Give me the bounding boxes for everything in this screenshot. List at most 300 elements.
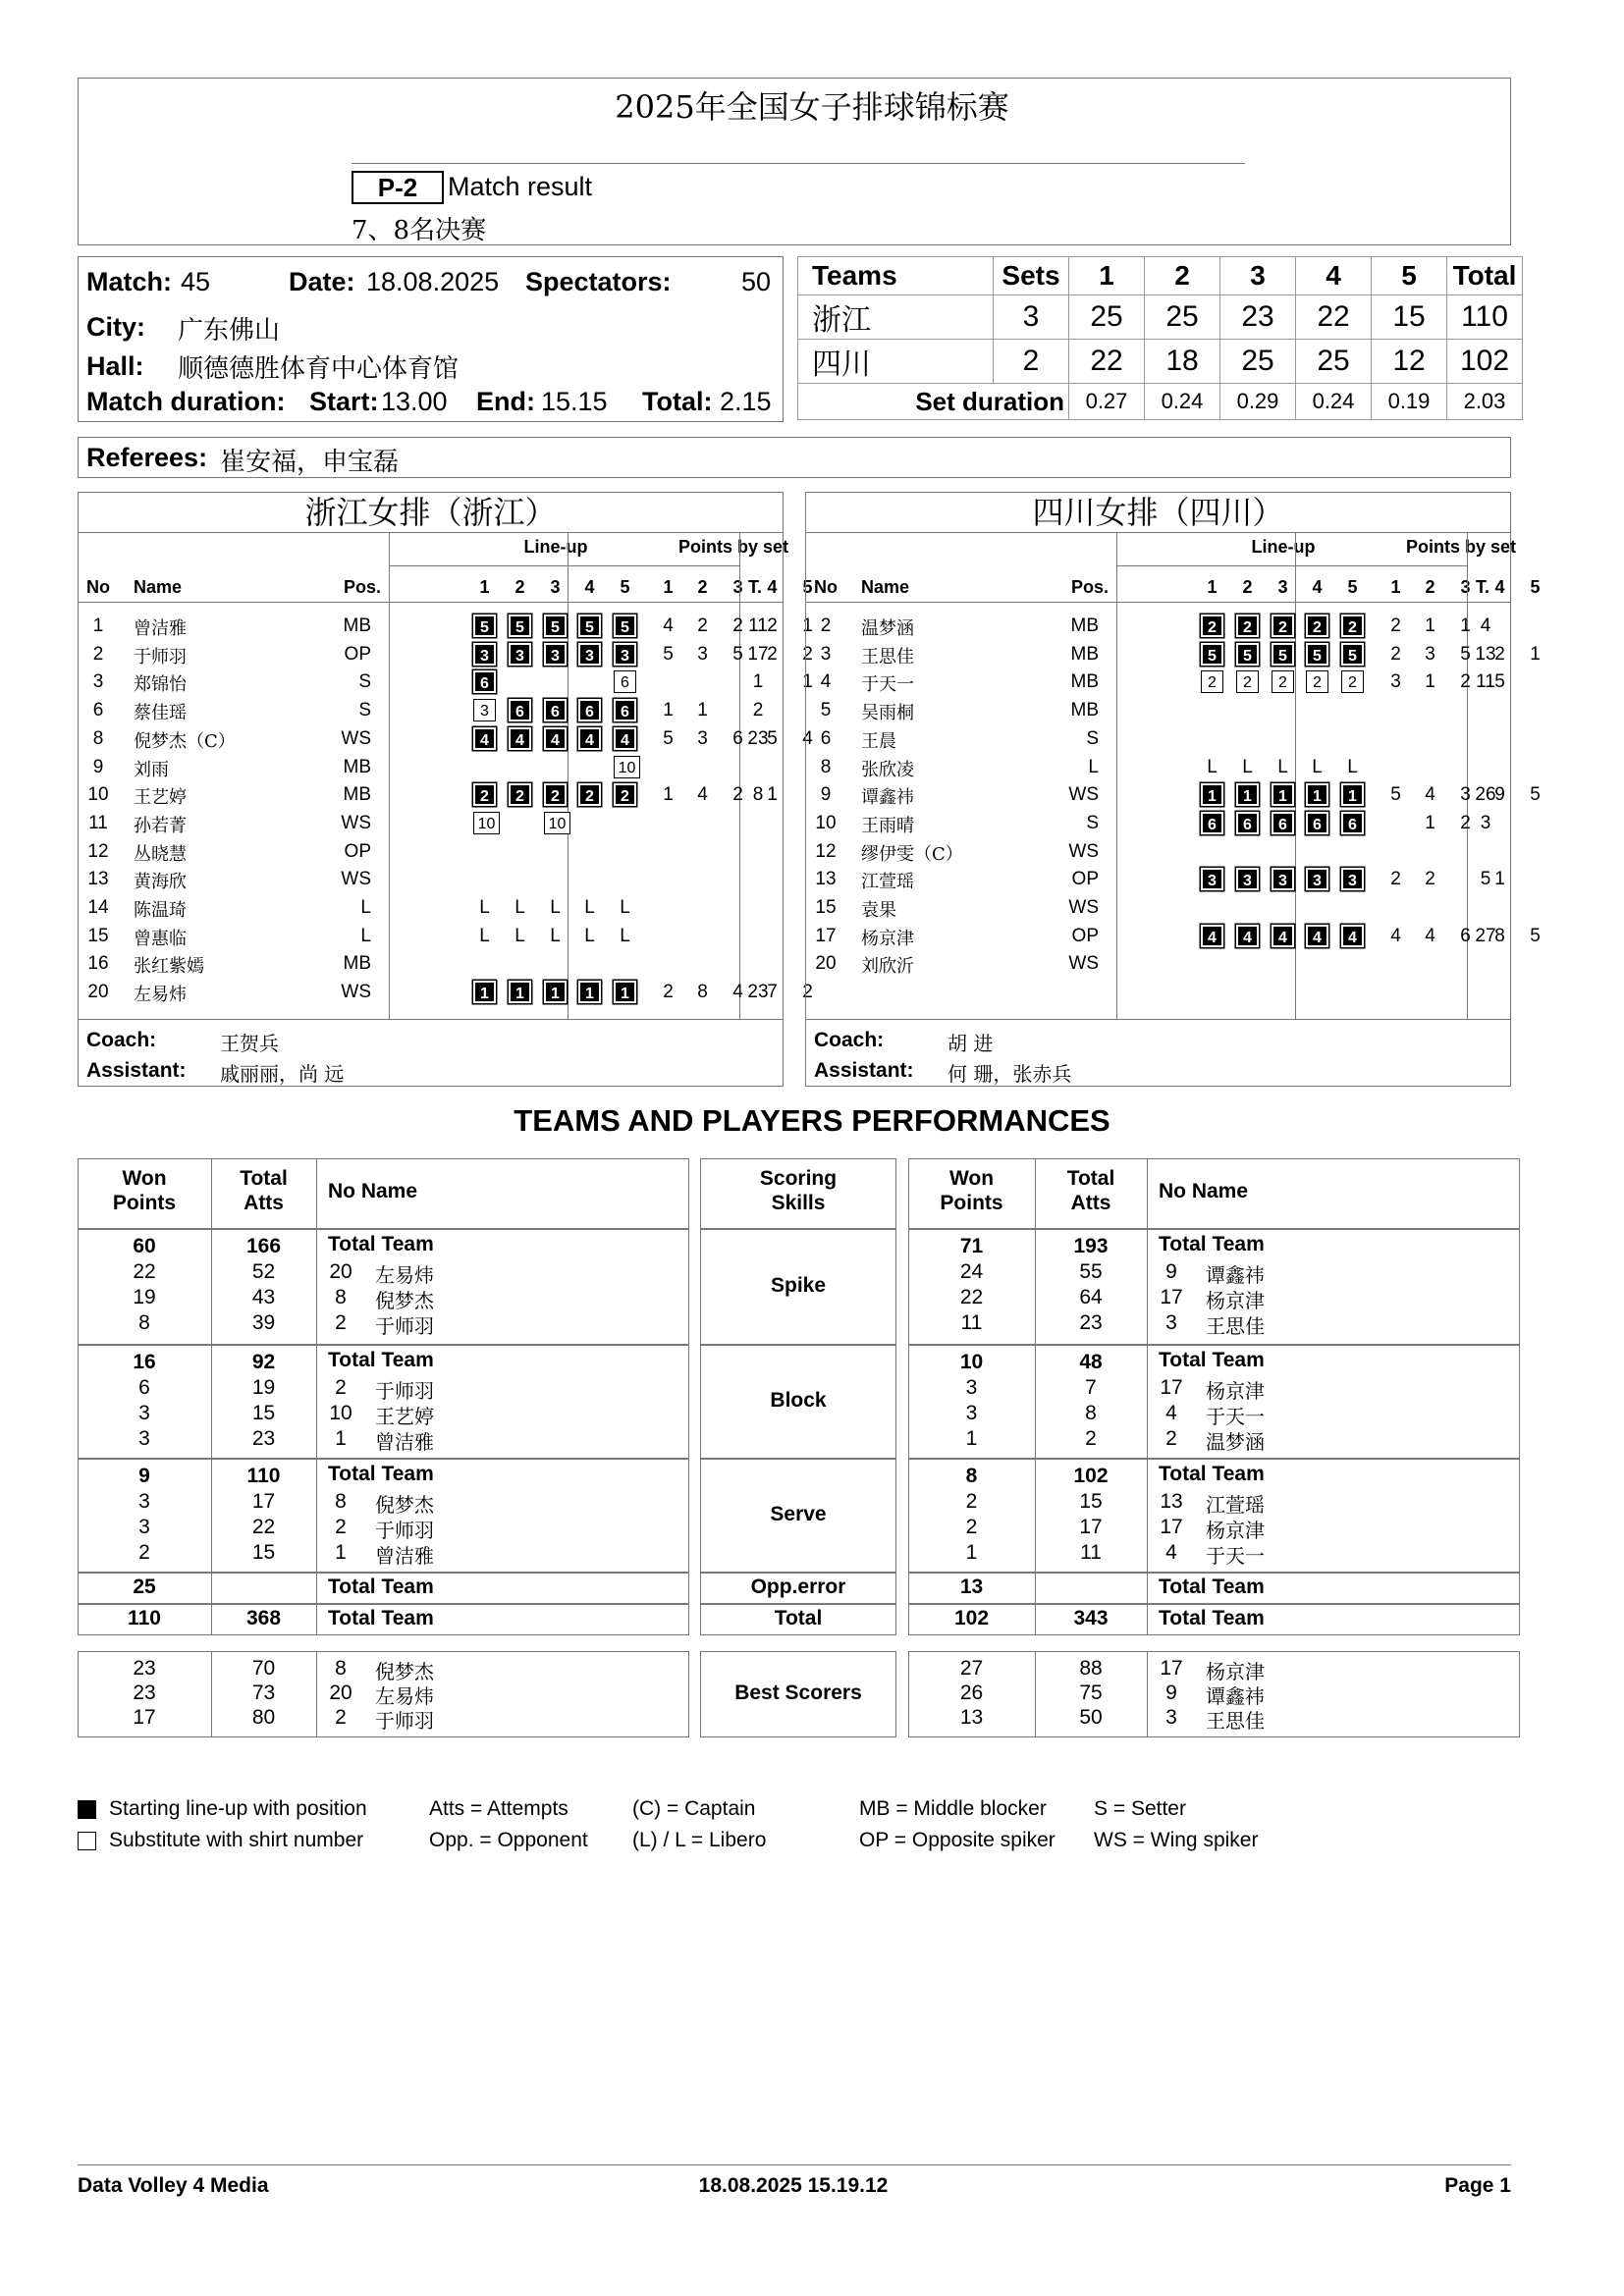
set-points: 2	[663, 982, 674, 1003]
date-label: Date:	[289, 267, 355, 296]
set-points: 2	[1390, 869, 1401, 890]
libero-mark: L	[1312, 756, 1323, 777]
coach-label: Coach:	[814, 1029, 885, 1051]
column-divider	[1147, 1345, 1148, 1459]
player-total-atts: 2	[1085, 1427, 1097, 1450]
player-number: 20	[87, 982, 109, 1003]
player-total-points: 23	[747, 727, 769, 749]
set-duration: 0.24	[1296, 384, 1372, 420]
team-name: 四川女排（四川）	[806, 493, 1510, 533]
starting-position-box: 4	[1236, 925, 1259, 947]
player-position: WS	[341, 869, 371, 890]
set-points: 8	[1494, 925, 1505, 946]
player-won-points: 2	[965, 1490, 978, 1513]
starting-position-box: 2	[1341, 614, 1364, 637]
player-number: 17	[1160, 1376, 1183, 1399]
opp-error-won-points: 13	[959, 1575, 984, 1598]
team-won-points: 16	[133, 1351, 156, 1373]
player-number: 13	[1160, 1490, 1183, 1513]
total-label: Total:	[642, 387, 713, 416]
player-position: MB	[343, 615, 371, 636]
set-points: 1	[1425, 615, 1435, 636]
player-number: 8	[335, 1490, 347, 1513]
set-points: 5	[1390, 784, 1401, 806]
lineup-set-header: 1	[479, 577, 490, 597]
player-position: WS	[1068, 897, 1099, 918]
player-name: 丛晓慧	[134, 843, 187, 865]
score-team-name: 四川	[798, 340, 994, 384]
set-points: 5	[1530, 925, 1541, 946]
match-date: 18.08.2025	[366, 267, 500, 296]
player-name: 曾惠临	[134, 928, 187, 949]
player-total-points: 26	[1475, 784, 1496, 806]
score-sets-won: 3	[994, 295, 1069, 340]
player-name: 王思佳	[1206, 1314, 1265, 1338]
points-set-header: 1	[1390, 577, 1401, 597]
player-number: 15	[87, 925, 109, 946]
set-points: 1	[1425, 812, 1435, 833]
score-total: 110	[1447, 295, 1523, 340]
score-col-set2: 2	[1145, 257, 1220, 295]
player-number: 6	[820, 727, 832, 749]
libero-mark: L	[1277, 756, 1288, 777]
player-name: 吴雨桐	[861, 703, 914, 724]
set-points: 9	[1494, 784, 1505, 806]
starting-position-box: 1	[1272, 783, 1294, 806]
player-won-points: 3	[138, 1490, 150, 1513]
spectators-count: 50	[741, 267, 772, 296]
score-set: 22	[1296, 295, 1372, 340]
points-set-header: 2	[1425, 577, 1435, 597]
match-label: Match:	[86, 267, 172, 296]
set-points: 1	[663, 784, 674, 806]
player-total-atts: 15	[251, 1402, 276, 1424]
referees-label: Referees:	[86, 443, 208, 472]
player-name: 江萱瑶	[861, 872, 914, 893]
player-name: 蔡佳瑶	[134, 703, 187, 724]
starting-position-box: 3	[544, 643, 567, 666]
starting-position-box: 6	[509, 699, 531, 721]
player-total-atts: 23	[1079, 1311, 1103, 1334]
team-total-label: Total Team	[328, 1349, 434, 1371]
total-label: Total	[774, 1607, 823, 1629]
starting-position-box: 6	[1236, 812, 1259, 834]
name-header: Name	[861, 577, 910, 597]
libero-mark: L	[1207, 756, 1218, 777]
player-number: 3	[820, 643, 832, 665]
set-points: 6	[732, 727, 743, 749]
starting-position-box: 6	[614, 699, 636, 721]
player-name: 黄海欣	[134, 872, 187, 893]
player-position: MB	[1070, 671, 1099, 693]
team-total-label: Total Team	[328, 1233, 434, 1255]
score-set: 25	[1069, 295, 1145, 340]
starting-position-box: 5	[1236, 643, 1259, 666]
best-scorer-atts: 75	[1079, 1682, 1103, 1704]
starting-position-box: 1	[578, 981, 601, 1003]
player-number: 8	[820, 756, 832, 777]
column-divider	[316, 1573, 317, 1604]
substitute-box: 2	[1306, 670, 1328, 693]
substitute-box: 2	[1341, 670, 1364, 693]
player-won-points: 3	[138, 1402, 150, 1424]
set-points: 1	[1530, 643, 1541, 665]
coach-name: 胡 进	[947, 1032, 994, 1055]
lineup-set-header: 5	[620, 577, 630, 597]
set-duration: 0.19	[1372, 384, 1447, 420]
substitute-swatch	[78, 1832, 96, 1850]
player-name: 张欣凌	[861, 759, 914, 780]
starting-position-box: 5	[1341, 643, 1364, 666]
score-set: 18	[1145, 340, 1220, 384]
set-points: 1	[697, 700, 708, 721]
legend-ws: WS = Wing spiker	[1094, 1829, 1259, 1851]
lineup-set-header: 5	[1347, 577, 1358, 597]
score-team-name: 浙江	[798, 295, 994, 340]
score-col-set5: 5	[1372, 257, 1447, 295]
player-position: WS	[341, 727, 371, 749]
player-number: 9	[820, 784, 832, 806]
starting-position-box: 3	[1201, 868, 1223, 890]
player-name: 郑锦怡	[134, 674, 187, 696]
team-roster-home	[78, 492, 813, 1087]
libero-mark: L	[584, 897, 595, 918]
player-total-atts: 8	[1085, 1402, 1097, 1424]
starting-position-box: 3	[1236, 868, 1259, 890]
player-position: OP	[344, 840, 371, 862]
starting-position-box: 2	[473, 783, 496, 806]
player-won-points: 22	[133, 1260, 156, 1283]
player-number: 6	[92, 700, 104, 721]
document-type: Match result	[448, 172, 593, 201]
player-won-points: 19	[133, 1286, 156, 1308]
team-total-label: Total Team	[1159, 1463, 1265, 1485]
best-scorer-atts: 73	[251, 1682, 276, 1704]
column-divider	[316, 1345, 317, 1459]
total-value: 2.15	[720, 387, 772, 416]
team-total-atts: 92	[251, 1351, 276, 1373]
tournament-title: 2025年全国女子排球锦标赛	[615, 88, 1009, 126]
player-name: 于师羽	[134, 646, 187, 667]
player-won-points: 3	[965, 1402, 978, 1424]
starting-position-box: 6	[544, 699, 567, 721]
set-points: 2	[732, 784, 743, 806]
set-points: 6	[1460, 925, 1471, 946]
hall-value: 顺德德胜体育中心体育馆	[178, 354, 460, 384]
legend-s: S = Setter	[1094, 1797, 1186, 1820]
player-name: 杨京津	[861, 928, 914, 949]
player-name: 谭鑫祎	[861, 787, 914, 809]
set-points: 2	[732, 615, 743, 636]
player-name: 王雨晴	[861, 815, 914, 836]
substitute-box: 10	[544, 812, 570, 834]
column-divider	[1147, 1573, 1148, 1604]
best-scorer-number: 20	[329, 1682, 352, 1704]
player-total-points: 23	[747, 982, 769, 1003]
player-number: 2	[820, 615, 832, 636]
player-total-atts: 55	[1079, 1260, 1103, 1283]
best-scorer-name: 王思佳	[1206, 1709, 1265, 1733]
set-points: 2	[1460, 671, 1471, 693]
lineup-set-header: 1	[1207, 577, 1218, 597]
starting-position-box: 6	[473, 670, 496, 693]
set-points: 5	[663, 643, 674, 665]
roster-bottom-line	[79, 1019, 783, 1020]
start-value: 13.00	[381, 387, 448, 416]
score-col-sets: Sets	[994, 257, 1069, 295]
set-points: 3	[1425, 643, 1435, 665]
player-total-points: 11	[748, 615, 768, 636]
player-name: 左易炜	[134, 985, 187, 1006]
player-won-points: 22	[959, 1286, 984, 1308]
set-points: 4	[732, 982, 743, 1003]
player-number: 12	[87, 840, 109, 862]
points-set-header: 4	[1494, 577, 1505, 597]
score-set: 12	[1372, 340, 1447, 384]
team-total-atts: 102	[1073, 1465, 1109, 1487]
player-number: 9	[1165, 1260, 1177, 1283]
starting-position-box: 6	[1341, 812, 1364, 834]
best-scorer-atts: 80	[251, 1706, 276, 1729]
player-position: WS	[341, 982, 371, 1003]
set-points: 3	[697, 727, 708, 749]
set-points: 3	[697, 643, 708, 665]
player-name: 江萱瑶	[1206, 1493, 1265, 1517]
player-name: 曾洁雅	[134, 618, 187, 639]
starting-position-box: 1	[614, 981, 636, 1003]
team-won-points: 60	[133, 1235, 156, 1257]
starting-position-box: 3	[473, 643, 496, 666]
set-points: 1	[802, 615, 813, 636]
starting-position-box: 6	[1272, 812, 1294, 834]
starting-position-box: 4	[1272, 925, 1294, 947]
player-number: 17	[1160, 1286, 1183, 1308]
set-points: 2	[1390, 643, 1401, 665]
score-set: 15	[1372, 295, 1447, 340]
starting-position-box: 2	[1236, 614, 1259, 637]
end-label: End:	[476, 387, 535, 416]
player-position: S	[358, 671, 371, 693]
assistant-label: Assistant:	[86, 1059, 187, 1082]
total-header: T.	[1475, 577, 1489, 597]
player-name: 倪梦杰	[375, 1289, 434, 1312]
player-name: 于天一	[861, 674, 914, 696]
total-won-points: 110	[128, 1607, 161, 1629]
team-total-label: Total Team	[328, 1463, 434, 1485]
set-points: 5	[767, 727, 778, 749]
player-position: S	[1086, 812, 1099, 833]
player-name: 王思佳	[861, 646, 914, 667]
team-total-atts: 110	[246, 1465, 281, 1487]
set-points: 1	[1460, 615, 1471, 636]
player-number: 13	[815, 869, 837, 890]
team-name: 浙江女排（浙江）	[79, 493, 783, 533]
team-won-points: 71	[959, 1235, 984, 1257]
player-total-atts: 23	[251, 1427, 276, 1450]
libero-mark: L	[479, 925, 490, 946]
starting-position-box: 4	[614, 727, 636, 750]
player-total-points: 3	[1480, 812, 1491, 833]
set-points: 2	[1494, 643, 1505, 665]
player-total-atts: 52	[251, 1260, 276, 1283]
substitute-box: 6	[614, 670, 636, 693]
start-label: Start:	[309, 387, 379, 416]
no-header: No	[86, 577, 110, 597]
best-scorer-number: 8	[335, 1657, 347, 1680]
hall-label: Hall:	[86, 351, 144, 381]
set-points: 3	[1390, 671, 1401, 693]
set-points: 3	[1460, 784, 1471, 806]
player-number: 10	[87, 784, 109, 806]
set-points: 4	[663, 615, 674, 636]
player-number: 11	[88, 812, 108, 833]
player-number: 10	[815, 812, 837, 833]
starting-position-box: 1	[1236, 783, 1259, 806]
starting-position-box: 6	[1306, 812, 1328, 834]
player-number: 20	[329, 1260, 352, 1283]
set-points: 5	[1460, 643, 1471, 665]
player-won-points: 2	[138, 1541, 150, 1564]
player-number: 2	[1165, 1427, 1177, 1450]
player-number: 4	[820, 671, 832, 693]
best-scorer-number: 3	[1165, 1706, 1177, 1729]
assistant-names: 戚丽丽，尚 远	[220, 1062, 345, 1086]
city-label: City:	[86, 312, 145, 342]
starting-position-box: 5	[509, 614, 531, 637]
score-total: 102	[1447, 340, 1523, 384]
player-name: 于天一	[1206, 1544, 1265, 1568]
footer-timestamp: 18.08.2025 15.19.12	[698, 2174, 889, 2197]
player-position: L	[1088, 756, 1099, 777]
scoring-skills-header: Scoring Skills	[759, 1167, 838, 1214]
set-duration-total: 2.03	[1447, 384, 1523, 420]
points-set-header: 3	[1460, 577, 1471, 597]
lineup-subheader-line	[1116, 565, 1467, 566]
set-points: 2	[767, 615, 778, 636]
starting-position-box: 4	[544, 727, 567, 750]
lineup-set-header: 3	[1277, 577, 1288, 597]
no-header: No	[814, 577, 838, 597]
skill-name: Serve	[770, 1503, 827, 1525]
player-number: 1	[335, 1427, 347, 1450]
player-number: 3	[1165, 1311, 1177, 1334]
team-won-points: 9	[138, 1465, 150, 1487]
player-position: MB	[1070, 643, 1099, 665]
player-total-atts: 22	[251, 1516, 276, 1538]
player-name: 王艺婷	[375, 1405, 434, 1428]
lineup-header: Line-up	[1251, 537, 1316, 557]
set-points: 4	[1425, 925, 1435, 946]
starting-position-box: 5	[1201, 643, 1223, 666]
libero-mark: L	[550, 897, 561, 918]
team-roster-away	[805, 492, 1541, 1087]
assistant-names: 何 珊，张赤兵	[947, 1062, 1072, 1086]
player-name: 温梦涵	[1206, 1430, 1265, 1454]
set-points: 1	[1494, 869, 1505, 890]
column-divider	[316, 1158, 317, 1229]
referees-names: 崔安福，申宝磊	[220, 448, 400, 477]
score-set: 23	[1220, 295, 1296, 340]
starting-position-box: 4	[509, 727, 531, 750]
column-divider	[1147, 1604, 1148, 1635]
starting-position-box: 2	[1272, 614, 1294, 637]
player-total-points: 8	[752, 784, 764, 806]
best-scorer-won-points: 26	[959, 1682, 984, 1704]
set-points: 5	[732, 643, 743, 665]
player-won-points: 11	[960, 1311, 983, 1334]
performance-title: TEAMS AND PLAYERS PERFORMANCES	[514, 1103, 1110, 1138]
best-scorer-number: 9	[1165, 1682, 1177, 1704]
player-number: 9	[92, 756, 104, 777]
libero-mark: L	[514, 897, 525, 918]
player-name: 倪梦杰	[375, 1493, 434, 1517]
name-header: Name	[134, 577, 183, 597]
best-scorer-won-points: 27	[959, 1657, 984, 1680]
substitute-box: 3	[473, 699, 496, 721]
starting-position-box: 3	[1306, 868, 1328, 890]
starting-position-box: 2	[614, 783, 636, 806]
player-number: 14	[87, 897, 109, 918]
best-scorer-name: 杨京津	[1206, 1660, 1265, 1683]
set-points: 4	[697, 784, 708, 806]
header-bottom-line	[806, 602, 1510, 603]
opp-error-team-label: Total Team	[328, 1575, 434, 1598]
legend-libero: (L) / L = Libero	[632, 1829, 767, 1851]
player-won-points: 8	[138, 1311, 150, 1334]
best-scorer-won-points: 13	[959, 1706, 984, 1729]
starting-position-box: 1	[544, 981, 567, 1003]
points-set-header: 1	[663, 577, 674, 597]
player-name: 于师羽	[375, 1519, 434, 1542]
player-number: 2	[335, 1376, 347, 1399]
footer-software: Data Volley 4 Media	[78, 2174, 269, 2197]
points-set-header: 5	[1530, 577, 1541, 597]
player-total-atts: 19	[251, 1376, 276, 1399]
player-total-points: 11	[1476, 671, 1495, 693]
set-points: 4	[1390, 925, 1401, 946]
player-total-points: 5	[1480, 869, 1491, 890]
set-points: 5	[1530, 784, 1541, 806]
legend-opp: Opp. = Opponent	[429, 1829, 588, 1851]
legend-mb: MB = Middle blocker	[859, 1797, 1047, 1820]
player-number: 13	[87, 869, 109, 890]
substitute-box: 2	[1201, 670, 1223, 693]
score-col-teams: Teams	[798, 257, 994, 295]
total-atts-header: Total Atts	[1066, 1167, 1115, 1214]
score-row-team-1	[798, 295, 1523, 340]
player-name: 温梦涵	[861, 618, 914, 639]
skill-name: Block	[770, 1389, 827, 1412]
no-name-header: No Name	[1159, 1180, 1249, 1202]
player-number: 3	[92, 671, 104, 693]
lineup-set-header: 2	[1242, 577, 1253, 597]
player-total-points: 13	[1475, 643, 1496, 665]
column-divider	[1147, 1229, 1148, 1345]
player-position: L	[360, 897, 371, 918]
score-col-set1: 1	[1069, 257, 1145, 295]
best-scorer-won-points: 17	[133, 1706, 156, 1729]
starting-position-box: 3	[1272, 868, 1294, 890]
player-position: S	[358, 700, 371, 721]
player-total-points: 1	[752, 671, 764, 693]
lineup-set-header: 4	[1312, 577, 1323, 597]
scoreboard-header-row	[798, 257, 1523, 295]
starting-position-box: 3	[614, 643, 636, 666]
set-points: 1	[1425, 671, 1435, 693]
points-by-set-header: Points by set	[1405, 537, 1517, 557]
player-total-atts: 64	[1079, 1286, 1103, 1308]
starting-position-box: 5	[473, 614, 496, 637]
